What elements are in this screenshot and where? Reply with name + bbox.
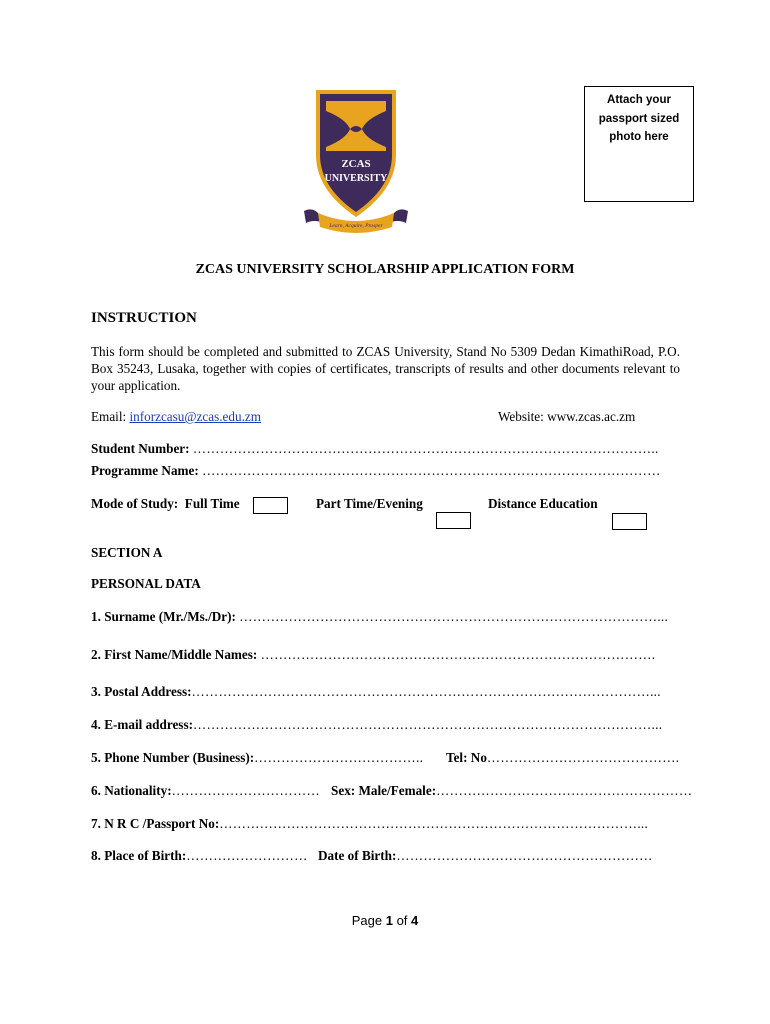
- student-number-label: Student Number:: [91, 441, 190, 456]
- page-total: 4: [411, 913, 419, 928]
- nationality-label: 6. Nationality:: [91, 783, 172, 798]
- mode-of-study-label: [91, 496, 240, 512]
- nationality-dots: ……………………………: [171, 783, 320, 798]
- section-title: SECTION A: [91, 545, 163, 560]
- form-title: ZCAS UNIVERSITY SCHOLARSHIP APPLICATION FORM: [195, 262, 575, 277]
- email-line: [91, 408, 261, 425]
- programme-name-dots: …………………………………………………………………………………………: [202, 463, 661, 478]
- website-text: Website: www.zcas.ac.zm: [498, 409, 636, 424]
- place-of-birth-field[interactable]: [91, 848, 308, 864]
- email-address-field[interactable]: [91, 717, 662, 733]
- instruction-heading: INSTRUCTION: [91, 310, 197, 326]
- place-of-birth-dots: ………………………: [186, 848, 308, 863]
- part-time-label: Part Time/Evening: [316, 496, 423, 511]
- surname-label: 1. Surname (Mr./Ms./Dr):: [91, 609, 236, 624]
- tel-field[interactable]: [446, 750, 679, 766]
- distance-education-label: Distance Education: [488, 496, 598, 511]
- section-subtitle: PERSONAL DATA: [91, 576, 201, 591]
- logo-motto: Learn, Acquire, Prosper: [329, 223, 383, 229]
- postal-address-label: 3. Postal Address:: [91, 684, 192, 699]
- nrc-passport-dots: …………………………………………………………………………………...: [219, 816, 649, 831]
- first-name-label: 2. First Name/Middle Names:: [91, 647, 258, 662]
- sex-label: Sex: Male/Female:: [331, 783, 437, 798]
- postal-address-field[interactable]: [91, 684, 661, 700]
- surname-dots: …………………………………………………………………………………...: [239, 609, 669, 624]
- email-address-label: 4. E-mail address:: [91, 717, 193, 732]
- page-of: of: [396, 913, 408, 928]
- phone-number-dots: ………………………………..: [254, 750, 424, 765]
- phone-number-label: 5. Phone Number (Business):: [91, 750, 255, 765]
- zcas-logo: [300, 85, 412, 235]
- phone-number-field[interactable]: [91, 750, 423, 766]
- logo-name-line-2: UNIVERSITY: [324, 173, 388, 184]
- logo-name-line-1: ZCAS: [341, 158, 371, 170]
- photo-box-line-1: Attach your: [607, 94, 671, 106]
- date-of-birth-field[interactable]: [318, 848, 653, 864]
- full-time-label: Full Time: [184, 496, 240, 511]
- full-time-checkbox[interactable]: [253, 497, 288, 514]
- email-address-dots: …………………………………………………………………………………………...: [192, 717, 663, 732]
- mode-of-study-text: Mode of Study:: [91, 496, 179, 511]
- nrc-passport-label: 7. N R C /Passport No:: [91, 816, 220, 831]
- date-of-birth-label: Date of Birth:: [318, 848, 397, 863]
- student-number-field[interactable]: [91, 441, 659, 457]
- place-of-birth-label: 8. Place of Birth:: [91, 848, 187, 863]
- first-name-field[interactable]: [91, 647, 655, 663]
- date-of-birth-dots: …………………………………………………: [396, 848, 653, 863]
- instruction-text: This form should be completed and submitted to ZCAS University, Stand No 5309 Dedan KimathiRoad, P.O. Box 35243, Lusaka, together with copies of certificates, transcripts of results and other documents relevant to your application.: [91, 344, 680, 393]
- sex-field[interactable]: [331, 783, 692, 799]
- photo-box-line-2: passport sized: [598, 112, 680, 125]
- surname-field[interactable]: [91, 609, 668, 625]
- nrc-passport-field[interactable]: [91, 816, 648, 832]
- page-number: 1: [385, 913, 393, 928]
- email-link[interactable]: inforzcasu@zcas.edu.zm: [129, 409, 261, 424]
- first-name-dots: …………………………………………………………………………….: [260, 647, 656, 662]
- postal-address-dots: …………………………………………………………………………………………...: [191, 684, 661, 699]
- email-label: Email:: [91, 409, 127, 424]
- student-number-dots: …………………………………………………………………………………………..: [192, 441, 659, 456]
- photo-box-line-3: photo here: [609, 131, 669, 143]
- page-footer: [0, 913, 770, 928]
- page-label: Page: [351, 913, 383, 928]
- programme-name-label: Programme Name:: [91, 463, 199, 478]
- distance-education-checkbox[interactable]: [612, 513, 647, 530]
- nationality-field[interactable]: [91, 783, 320, 799]
- part-time-checkbox[interactable]: [436, 512, 471, 529]
- passport-photo-box: [584, 86, 694, 202]
- programme-name-field[interactable]: [91, 463, 661, 479]
- tel-dots: …………………………………….: [486, 750, 680, 765]
- sex-dots: …………………………………………………: [436, 783, 693, 798]
- tel-label: Tel: No: [446, 750, 487, 765]
